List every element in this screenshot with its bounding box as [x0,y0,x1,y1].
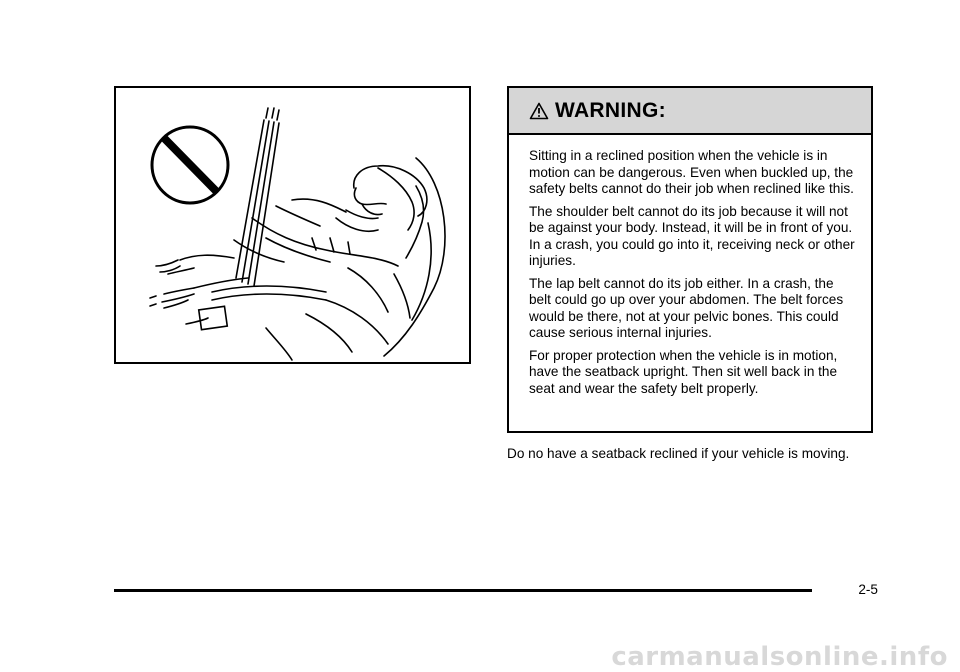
watermark: carmanualsonline.info [611,642,948,672]
reclined-passenger-drawing [116,88,469,362]
warning-body [509,135,871,397]
body-paragraph: Do no have a seatback reclined if your vehicle is moving. [507,446,850,461]
prohibited-icon [152,127,228,203]
warning-paragraph: The shoulder belt cannot do its job because it will not be against your body. Instead, it will be in front of you. In a crash, you could go into it, receiving neck or other injuries. [529,203,855,268]
page-number: 2-5 [858,582,878,597]
warning-paragraph: The lap belt cannot do its job either. In a crash, the belt could go up over your abdomen. The belt forces would be there, not at your pelvic bones. This could cause serious internal injuries. [529,275,844,340]
warning-paragraph: Sitting in a reclined position when the vehicle is in motion can be dangerous. Even when buckled up, the safety belts cannot do their job when reclined like this. [529,148,854,196]
warning-triangle-icon [529,102,549,120]
warning-box [507,86,873,433]
warning-header [509,88,871,135]
reclined-seat-illustration [114,86,471,364]
warning-title: WARNING: [555,98,666,122]
footer-rule [114,589,812,592]
warning-paragraph: For proper protection when the vehicle is in motion, have the seatback upright. Then sit well back in the seat and wear the safety belt properly. [529,347,838,396]
